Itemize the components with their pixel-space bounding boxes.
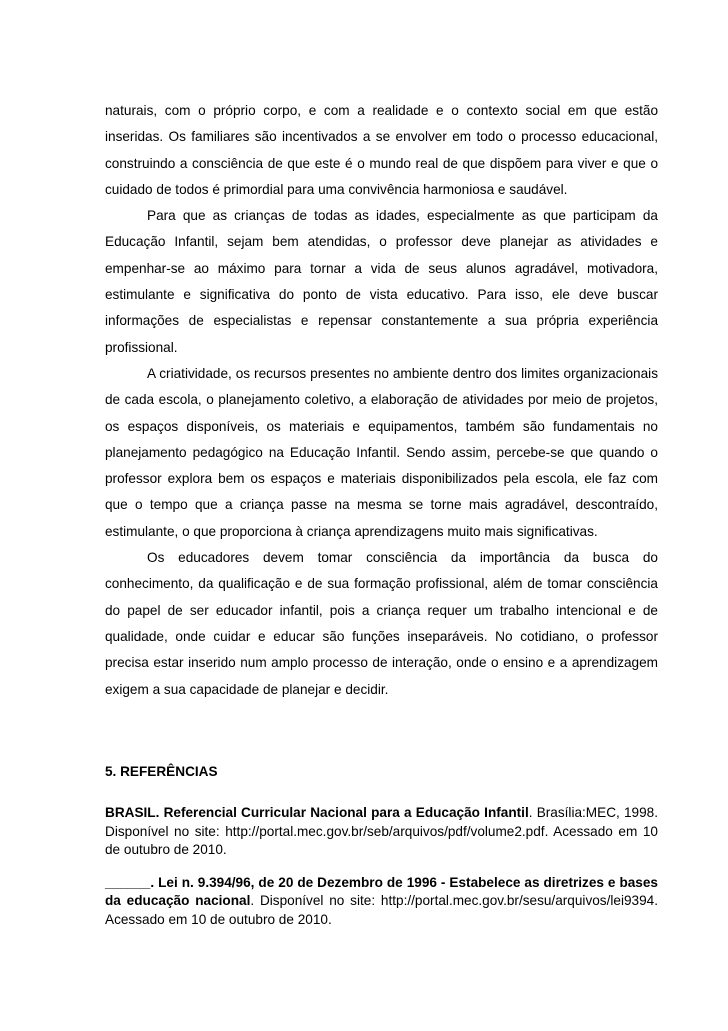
paragraph: A criatividade, os recursos presentes no ambiente dentro dos limites organizacionais de cada escola, o planejamento coletivo, a elaboração de atividades por meio de projetos, os espaços disponíveis, os materiais e equipamentos, também são fundamentais no planejamento pedagógico na Educação Infantil. Sendo assim, percebe-se que quando o professor explora bem os espaços e materiais disponibilizados pela escola, ele faz com que o tempo que a criança passe na mesma se torne mais agradável, descontraído, estimulante, o que proporciona à criança aprendizagens muito mais significativas. (105, 365, 658, 539)
references-list (105, 804, 658, 943)
section-heading-references: 5. REFERÊNCIAS (105, 764, 218, 779)
reference-title: BRASIL. Referencial Curricular Nacional para a Educação Infantil (105, 805, 529, 820)
reference-item (105, 804, 658, 860)
paragraph: Os educadores devem tomar consciência da importância da busca do conhecimento, da qualificação e de sua formação profissional, além de tomar consciência do papel de ser educador infantil, pois a criança requer um trabalho intencional e de qualidade, onde cuidar e educar são funções inseparáveis. No cotidiano, o professor precisa estar inserido num amplo processo de interação, onde o ensino e a aprendizagem exigem a sua capacidade de planejar e decidir. (105, 550, 658, 697)
reference-item (105, 874, 658, 930)
paragraph: Para que as crianças de todas as idades, especialmente as que participam da Educação Infantil, sejam bem atendidas, o professor deve planejar as atividades e empenhar-se ao máximo para tornar a vida de seus alunos agradável, motivadora, estimulante e significativa do ponto de vista educativo. Para isso, ele deve buscar informações de especialistas e repensar constantemente a sua própria experiência profissional. (105, 208, 658, 355)
reference-details: . Disponível no site: http://portal.mec.gov.br/sesu/arquivos/lei9394. Acessado em 10 de outubro de 2010. (105, 893, 658, 927)
paragraph-continuation: naturais, com o próprio corpo, e com a realidade e o contexto social em que estão inseridas. Os familiares são incentivados a se envolver em todo o processo educacional, construindo a consciência de que este é o mundo real de que dispõem para viver e que o cuidado de todos é primordial para uma convivência harmoniosa e saudável. (105, 103, 658, 197)
reference-title: ______. Lei n. 9.394/96, de 20 de Dezembro de 1996 - Estabelece as diretrizes e bases da educação nacional (105, 874, 658, 908)
body-text (105, 98, 658, 703)
reference-details: . Brasília:MEC, 1998. Disponível no site: http://portal.mec.gov.br/seb/arquivos/pdf/volume2.pdf. Acessado em 10 de outubro de 2010. (105, 805, 658, 857)
